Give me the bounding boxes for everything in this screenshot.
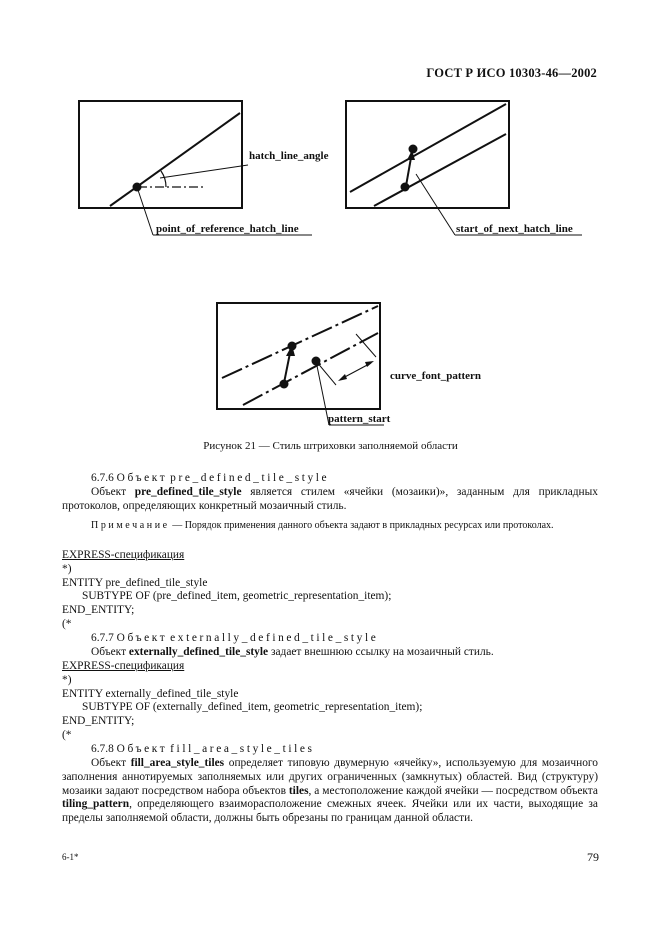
text-run: , определяющего взаиморасположение смежных ячеек. Ячейки или их части, выходящие за пределы заполняемой области, должны быть обрезаны по границам данной области. <box>62 798 598 825</box>
code-line: SUBTYPE OF (externally_defined_item, geometric_representation_item); <box>82 701 423 714</box>
code-line: (* <box>62 617 72 630</box>
text-run: Объект <box>91 646 127 658</box>
entity-name-bold: pre_defined_tile_style <box>134 486 242 498</box>
section-word: Объект <box>116 743 168 755</box>
entity-name-bold: externally_defined_tile_style <box>128 646 269 658</box>
section-entity-name: fill_area_style_tiles <box>170 743 315 755</box>
code-line: ENTITY externally_defined_tile_style <box>62 687 239 700</box>
section-6-7-7-paragraph <box>62 646 598 660</box>
label-hatch-line-angle: hatch_line_angle <box>249 150 329 162</box>
section-6-7-6-heading <box>62 472 598 486</box>
footer-signature: 6-1* <box>62 852 79 862</box>
code-line: END_ENTITY; <box>62 604 135 617</box>
section-6-7-8-heading <box>62 743 598 757</box>
section-entity-name: externally_defined_tile_style <box>170 632 379 644</box>
text-run: задает внешнюю ссылку на мозаичный стиль. <box>270 646 494 658</box>
text-run: Объект <box>91 757 127 769</box>
express-heading: EXPRESS-спецификация <box>62 660 185 672</box>
note-paragraph <box>62 520 598 533</box>
code-line: *) <box>62 673 72 686</box>
section-number: 6.7.7 <box>91 632 114 644</box>
page-number: 79 <box>587 850 599 864</box>
label-pattern-start: pattern_start <box>328 413 391 425</box>
section-word: Объект <box>116 632 168 644</box>
section-word: Объект <box>116 472 168 484</box>
entity-name-bold: tiling_pattern <box>62 798 130 811</box>
code-line: (* <box>62 728 72 741</box>
section-6-7-8-paragraph <box>62 757 598 826</box>
panel-start-of-next-hatch-line <box>346 101 582 235</box>
code-line: *) <box>62 562 72 575</box>
express-heading: EXPRESS-спецификация <box>62 549 185 561</box>
document-header: ГОСТ Р ИСО 10303-46—2002 <box>426 66 597 80</box>
section-number: 6.7.6 <box>91 472 114 484</box>
text-run: Объект <box>91 486 127 498</box>
label-point-of-reference-hatch-line: point_of_reference_hatch_line <box>156 223 299 235</box>
figure-caption: Рисунок 21 — Стиль штриховки заполняемой области <box>203 440 458 452</box>
text-run: является стилем «ячейки (мозаики)», заданным для прикладных протоколов, определяющих конкретный мозаичный стиль. <box>62 486 598 512</box>
entity-name-bold: fill_area_style_tiles <box>130 757 225 769</box>
express-block-6-7-7 <box>62 660 422 743</box>
section-6-7-7-heading <box>62 632 598 646</box>
section-number: 6.7.8 <box>91 743 114 755</box>
text-run: , а местоположение каждой ячейки — посредством объекта <box>308 784 598 797</box>
hatch-style-diagram <box>0 0 661 440</box>
section-entity-name: pre_defined_tile_style <box>170 472 330 484</box>
express-block-6-7-6 <box>62 549 391 632</box>
text-run: определяет типовую двумерную «ячейку», используемую для мозаичного заполнения аннотируемых заполняемых или других ограниченных (замкнутых) областей. Вид (структуру) мозаики задают посредством набора объектов <box>62 757 598 797</box>
entity-name-bold: tiles <box>288 784 309 797</box>
label-curve-font-pattern: curve_font_pattern <box>390 370 482 382</box>
section-6-7-6-paragraph <box>62 486 598 514</box>
note-text: — Порядок применения данного объекта задают в прикладных ресурсах или протоколах. <box>172 520 554 531</box>
label-start-of-next-hatch-line: start_of_next_hatch_line <box>456 223 573 235</box>
code-line: END_ENTITY; <box>62 715 135 728</box>
panel-curve-font-pattern <box>217 303 384 425</box>
code-line: SUBTYPE OF (pre_defined_item, geometric_representation_item); <box>82 590 392 603</box>
note-label: Примечание <box>91 520 170 531</box>
panel-hatch-line-angle <box>79 101 312 235</box>
code-line: ENTITY pre_defined_tile_style <box>62 576 208 589</box>
figure-21 <box>0 0 661 440</box>
